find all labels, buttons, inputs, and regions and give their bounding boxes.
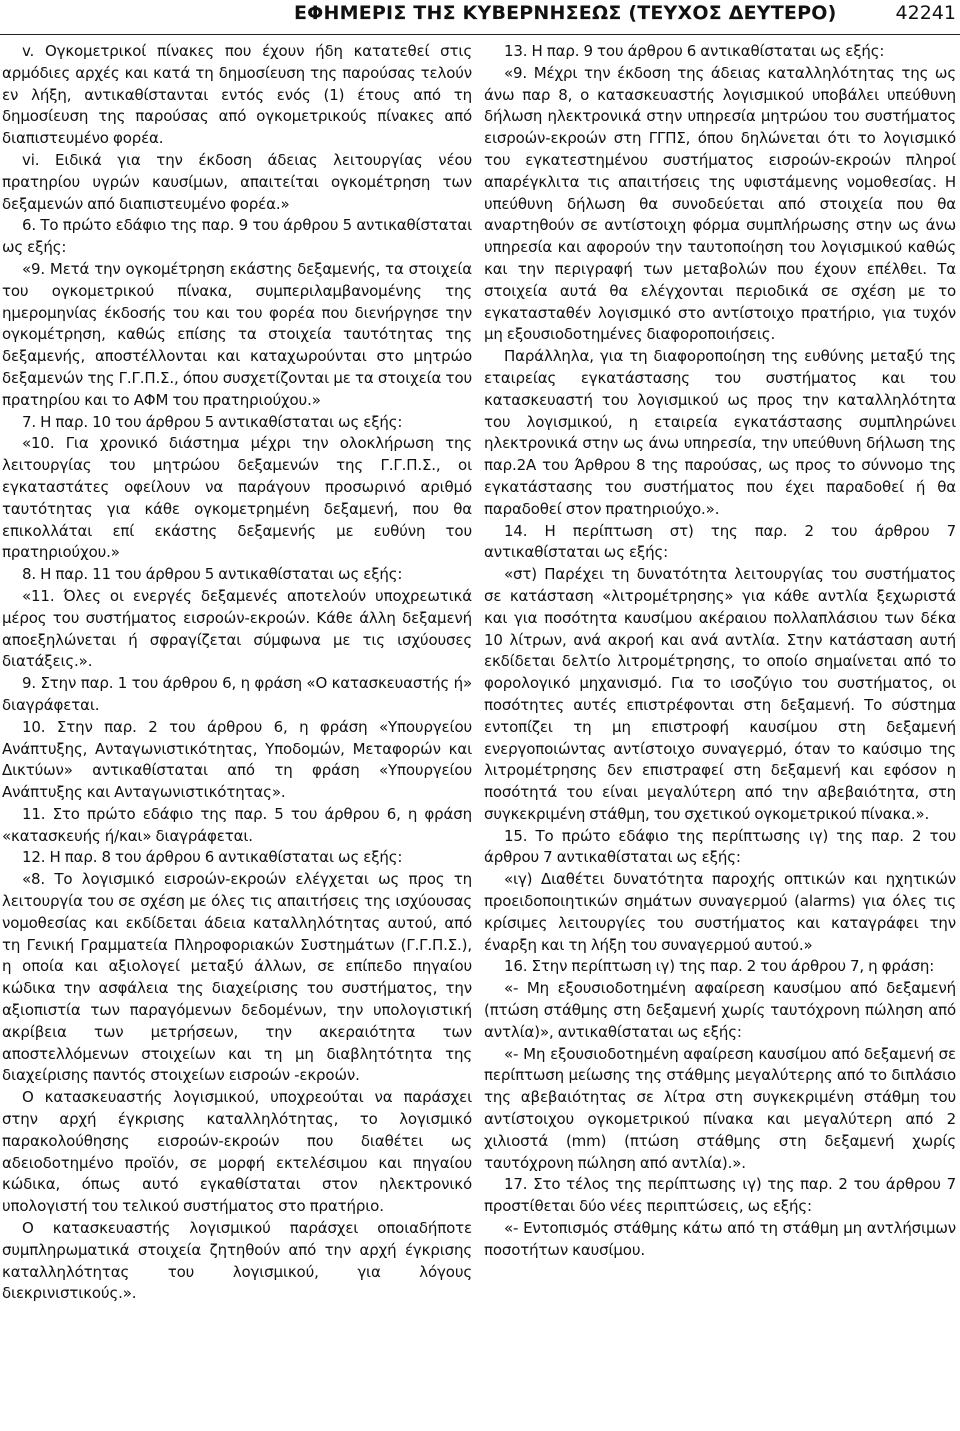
paragraph: 10. Στην παρ. 2 του άρθρου 6, η φράση «Υπουργείου Ανάπτυξης, Ανταγωνιστικότητας, Υποδομών, Μεταφορών και Δικτύων» αντικαθίσταται από τη φράση «Υπουργείου Ανάπτυξης και Ανταγωνιστικότητας». [2, 717, 472, 802]
paragraph: «στ) Παρέχει τη δυνατότητα λειτουργίας του συστήματος σε κατάσταση «λιτρομέτρησης» για κάθε αντλία ξεχωριστά και για ποσότητα καυσίμου ακέραιου πολλαπλάσιου των δέκα 10 λίτρων, ανά ακροή και ανά αντλία. Στην κατάσταση αυτή εκδίδεται δελτίο λιτρομέτρησης, το οποίο σημαίνεται από το φορολογικό μηχανισμό. Για το ισοζύγιο του συστήματος, οι ποσότητες αυτές επιστρέφονται στη δεξαμενή. Το σύστημα εντοπίζει τη μη επιστροφή καυσίμου στη δεξαμενή ενεργοποιώντας αντίστοιχο συναγερμό, όταν το καύσιμο της λιτρομέτρησης δεν επιστραφεί στη δεξαμενή και εφόσον η ποσότητά του είναι μεγαλύτερη από την αβεβαιότητα, στη συγκεκριμένη στάθμη, του σχετικού ογκομετρικού πίνακα.». [484, 565, 956, 823]
paragraph: Παράλληλα, για τη διαφοροποίηση της ευθύνης μεταξύ της εταιρείας εγκατάστασης του συστήματος και του κατασκευαστή του λογισμικού ως προς την καταλληλότητα του λογισμικού, η εταιρεία εγκατάστασης συμπληρώνει ηλεκτρονικά στην ως άνω υπηρεσία, την υπεύθυνη δήλωση της παρ.2Α του Άρθρου 8 της παρούσας, ως προς το σύννομο της εγκατάστασης του συστήματος που έχει παραδοθεί ή θα παραδοθεί στον πρατηριούχο.». [484, 347, 956, 518]
paragraph: «- Μη εξουσιοδοτημένη αφαίρεση καυσίμου από δεξαμενή σε περίπτωση μείωσης της στάθμης μεγαλύτερης από το διπλάσιο της αβεβαιότητας σε λίτρα στη συγκεκριμένη στάθμη του αντίστοιχου ογκομετρικού πίνακα και μεγαλύτερη από 2 χιλιοστά (mm) (πτώση στάθμης στη δεξαμενή χωρίς ταυτόχρονη πώληση από αντλία).». [484, 1044, 956, 1172]
paragraph: Ο κατασκευαστής λογισμικού παράσχει οποιαδήποτε συμπληρωματικά στοιχεία ζητηθούν από την αρχή έγκρισης καταλληλότητας του λογισμικού, για λόγους διεκρινιστικούς.». [2, 1219, 472, 1303]
page-header [0, 0, 960, 35]
paragraph: «- Μη εξουσιοδοτημένη αφαίρεση καυσίμου από δεξαμενή (πτώση στάθμης στη δεξαμενή χωρίς ταυτόχρονη πώληση από αντλία)», αντικαθίσταται ως εξής: [484, 979, 956, 1041]
paragraph: 14. Η περίπτωση στ) της παρ. 2 του άρθρου 7 αντικαθίσταται ως εξής: [484, 521, 956, 562]
paragraph: 11. Στο πρώτο εδάφιο της παρ. 5 του άρθρου 6, η φράση «κατασκευής ή/και» διαγράφεται. [2, 804, 472, 845]
paragraph: «8. Το λογισμικό εισροών-εκροών ελέγχεται ως προς τη λειτουργία του σε σχέση με όλες τις απαιτήσεις της ισχύουσας νομοθεσίας και εκδίδεται άδεια καταλληλότητας αυτού, από τη Γενική Γραμματεία Πληροφοριακών Συστημάτων (Γ.Γ.Π.Σ.), η οποία και αξιολογεί μεταξύ άλλων, σε επίπεδο πηγαίου κώδικα την ασφάλεια της διαχείρισης του συστήματος, την αξιοπιστία των παραγόμενων δεδομένων, την υπολογιστική ακρίβεια των μετρήσεων, την ακεραιότητα των αποστελλόμενων στοιχείων και τη μη διαβλητότητα της διαχείρισης παντός στοιχείων εισροών -εκροών. [2, 870, 472, 1085]
paragraph: 7. Η παρ. 10 του άρθρου 5 αντικαθίσταται ως εξής: [22, 412, 403, 431]
paragraph: «- Εντοπισμός στάθμης κάτω από τη στάθμη μη αντλήσιμων ποσοτήτων καυσίμου. [484, 1219, 956, 1259]
right-column [484, 41, 956, 1426]
paragraph: vi. Ειδικά για την έκδοση άδειας λειτουργίας νέου πρατηρίου υγρών καυσίμων, απαιτείται ογκομέτρηση των δεξαμενών από διαπιστευμένο φορέα.» [2, 150, 472, 213]
gazette-title: ΕΦΗΜΕΡΙΣ ΤΗΣ ΚΥΒΕΡΝΗΣΕΩΣ (ΤΕΥΧΟΣ ΔΕΥΤΕΡΟ) [294, 2, 837, 24]
paragraph: «11. Όλες οι ενεργές δεξαμενές αποτελούν υποχρεωτικά μέρος του συστήματος εισροών-εκροών. Κάθε άλλη δεξαμενή αποεξηλώνεται ή σφραγίζεται σύμφωνα με τις ισχύουσες διατάξεις.». [2, 586, 472, 671]
paragraph: 17. Στο τέλος της περίπτωσης ιγ) της παρ. 2 του άρθρου 7 προστίθεται δύο νέες περιπτώσεις, ως εξής: [484, 1175, 956, 1216]
page-number: 42241 [895, 2, 956, 24]
paragraph: Ο κατασκευαστής λογισμικού, υποχρεούται να παράσχει στην αρχή έγκρισης καταλληλότητας, το λογισμικό παρακολούθησης εισροών-εκροών που διαθέτει ως αδειοδοτημένο προϊόν, σε μορφή εκτελέσιμου και πηγαίου κώδικα, όπως αυτό εγκαθίσταται στον ηλεκτρονικό υπολογιστή του τελικού συστήματος στο πρατήριο. [2, 1088, 472, 1216]
paragraph: 12. Η παρ. 8 του άρθρου 6 αντικαθίσταται ως εξής: [22, 848, 403, 867]
paragraph: v. Ογκομετρικοί πίνακες που έχουν ήδη κατατεθεί στις αρμόδιες αρχές και κατά τη δημοσίευση της παρούσας τελούν εν λήξη, αντικαθίστανται εντός ενός (1) έτους από τη δημοσίευση της παρούσας από ογκομετρικούς πίνακες από διαπιστευμένο φορέα. [2, 42, 472, 148]
paragraph: «ιγ) Διαθέτει δυνατότητα παροχής οπτικών και ηχητικών προειδοποιητικών σημάτων συναγερμού (alarms) για όλες τις κρίσιμες λειτουργίες του συστήματος και καταγράφει την έναρξη και τη λήξη του συναγερμού αυτού.» [484, 870, 956, 954]
paragraph: 8. Η παρ. 11 του άρθρου 5 αντικαθίσταται ως εξής: [22, 565, 403, 584]
paragraph: «10. Για χρονικό διάστημα μέχρι την ολοκλήρωση της λειτουργίας του μητρώου δεξαμενών της Γ.Γ.Π.Σ., οι εγκαταστάτες οφείλουν να παράγουν προσωρινό αριθμό ταυτότητας για κάθε ογκομετρημένη δεξαμενή, που θα επικολλάται επί εκάστης δεξαμενής με ευθύνη του πρατηριούχου.» [2, 434, 472, 562]
paragraph: «9. Μέχρι την έκδοση της άδειας καταλληλότητας της ως άνω παρ 8, ο κατασκευαστής λογισμικού υποβάλει υπεύθυνη δήλωση ηλεκτρονικά στην υπηρεσία μητρώου του συστήματος εισροών-εκροών στη ΓΓΠΣ, όπου δηλώνεται ότι το λογισμικό του εγκατεστημένου συστήματος εισροών-εκροών πληροί απαρέγκλιτα τις απαιτήσεις της υφιστάμενης νομοθεσίας. Η υπεύθυνη δήλωση θα συνοδεύεται από στοιχεία που θα αναρτηθούν σε αντίστοιχη φόρμα συμπλήρωσης στην ως άνω υπηρεσία και αφορούν την ταυτοποίηση του λογισμικού καθώς και την περιγραφή των μεταβολών που έχουν επέλθει. Τα στοιχεία αυτά θα ελέγχονται περιοδικά σε σχέση με το εγκατασταθέν λογισμικό στο αντίστοιχο πρατήριο, για τυχόν μη εξουσιοδοτημένες διαφοροποιήσεις. [484, 63, 956, 344]
left-column [2, 41, 472, 1426]
paragraph: 16. Στην περίπτωση ιγ) της παρ. 2 του άρθρου 7, η φράση: [504, 957, 935, 976]
paragraph: «9. Μετά την ογκομέτρηση εκάστης δεξαμενής, τα στοιχεία του ογκομετρικού πίνακα, συμπεριλαμβανομένης της ημερομηνίας έκδοσής του και του φορέα που διενήργησε την ογκομέτρηση, καθώς επίσης τα στοιχεία ταυτότητας της δεξαμενής, αποστέλλονται και καταχωρούνται στο μητρώο δεξαμενών της Γ.Γ.Π.Σ., όπου συσχετίζονται με τα στοιχεία του πρατηρίου και το ΑΦΜ του πρατηριούχου.» [2, 259, 472, 409]
paragraph: 13. Η παρ. 9 του άρθρου 6 αντικαθίσταται ως εξής: [504, 42, 885, 60]
paragraph: 6. Το πρώτο εδάφιο της παρ. 9 του άρθρου 5 αντικαθίσταται ως εξής: [2, 216, 472, 257]
paragraph: 9. Στην παρ. 1 του άρθρου 6, η φράση «Ο κατασκευαστής ή» διαγράφεται. [2, 674, 472, 714]
paragraph: 15. Το πρώτο εδάφιο της περίπτωσης ιγ) της παρ. 2 του άρθρου 7 αντικαθίσταται ως εξής: [484, 826, 956, 867]
